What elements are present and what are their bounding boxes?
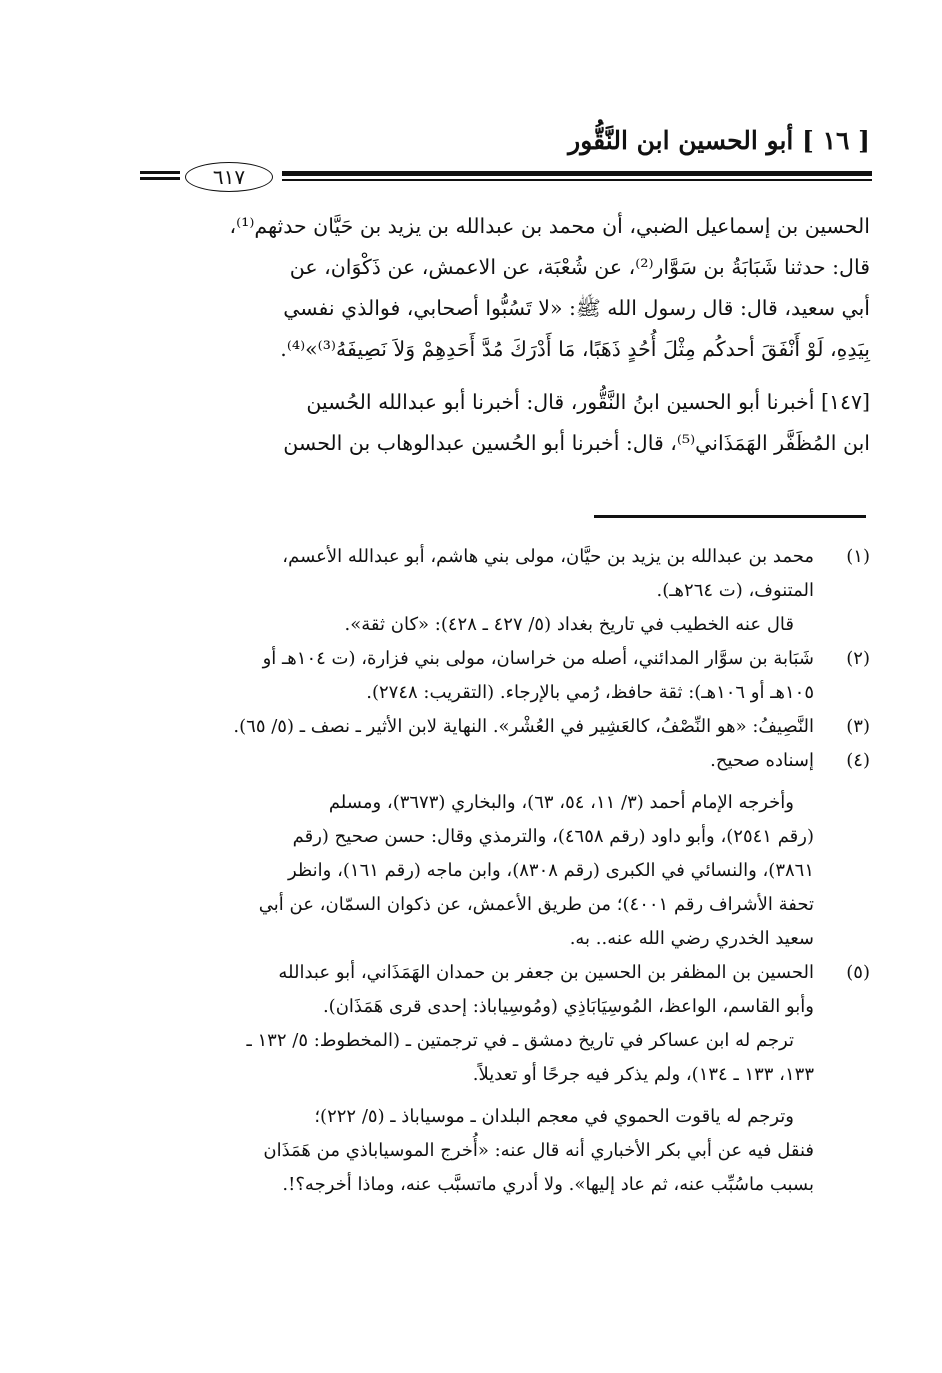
page-number [185,162,273,192]
footnote-line [148,854,870,888]
footnote-number: (٤) [846,750,870,771]
main-line: أبي سعيد، قال: قال رسول الله ﷺ: «لا تَسُبُّوا أصحابي، فوالذي نفسي [283,296,870,320]
footnote-line [148,786,870,820]
footnote-text: النَّصِيفُ: «هو النِّصْفُ، كالعَشِير في العُشْر». النهاية لابن الأثير ـ نصف ـ (٥/ ٦٥). [233,716,814,737]
header-rule-left-ornament [140,171,180,180]
header-rule-line [282,171,872,181]
footnote-text: ١٠٥هـ أو ١٠٦هـ): ثقة حافظ، رُمي بالإرجاء. (التقريب: ٢٧٤٨). [366,682,814,703]
footnote-line [148,922,870,956]
footnote-line [148,888,870,922]
footnote-line [148,574,870,608]
footnote-text: ترجم له ابن عساكر في تاريخ دمشق ـ في ترجمتين ـ (المخطوط: ٥/ ١٣٢ ـ [246,1030,794,1051]
footnote-line [148,1134,870,1168]
footnote-text: الحسين بن المظفر بن الحسين بن جعفر بن حمدان الهَمَذَاني، أبو عبدالله [278,962,814,983]
footnote-line [148,1100,870,1134]
footnote-text: فنقل فيه عن أبي بكر الأخباري أنه قال عنه: «أُخرج الموسياباذي من هَمَذَان [263,1140,814,1161]
footnote-line [148,956,870,990]
footnote-line [148,1058,870,1092]
footnote-divider [594,515,866,518]
footnote-number: (٥) [846,962,870,983]
footnote-text: وأبو القاسم، الواعظ، المُوسِيَابَاذِي (ومُوسِياباذ: إحدى قرى هَمَذَان). [322,996,814,1017]
footnote-text: بسبب ماسُبِّب عنه، ثم عاد إليها». ولا أدري ماتسبَّب عنه، وماذا أخرجه؟!. [282,1174,814,1195]
footnote-number: (٣) [846,716,870,737]
page-number-text: ٦١٧ [212,165,246,189]
main-line: قال: حدثنا شَبَابَةُ بن سَوَّار⁽²⁾، عن شُعْبَة، عن الاعمش، عن ذَكْوَان، عن [289,255,870,279]
footnote-text: المتنوف، (ت ٢٦٤هـ). [656,580,814,601]
main-line: [١٤٧] أخبرنا أبو الحسين ابنُ النَّقُّور، قال: أخبرنا أبو عبدالله الحُسين [306,390,870,414]
footnote-line [148,820,870,854]
footnote-text: ٣٨٦١)، والنسائي في الكبرى (رقم ٨٣٠٨)، وابن ماجه (رقم ١٦١)، وانظر [287,860,814,881]
main-line: ابن المُظَفَّر الهَمَذَاني⁽⁵⁾، قال: أخبرنا أبو الحُسين عبدالوهاب بن الحسن [283,431,870,455]
main-text [148,206,870,464]
footnote-text: وأخرجه الإمام أحمد (٣/ ١١، ٥٤، ٦٣)، والبخاري (٣٦٧٣)، ومسلم [328,792,794,813]
footnote-text: ١٣٣، ١٣٣ ـ ١٣٤)، ولم يذكر فيه جرحًا أو تعديلاً. [472,1064,814,1085]
footnote-line [148,990,870,1024]
footnote-text: قال عنه الخطيب في تاريخ بغداد (٥/ ٤٢٧ ـ ٤٢٨): «كان ثقة». [344,614,794,635]
footnote-line [148,744,870,778]
footnote-line [148,642,870,676]
footnote-text: إسناده صحيح. [710,750,814,771]
footnote-number: (١) [846,546,870,567]
footnote-text: تحفة الأشراف رقم ٤٠٠١)؛ من طريق الأعمش، عن ذكوان السمّان، عن أبي [258,894,814,915]
footnote-line [148,540,870,574]
footnote-number: (٢) [846,648,870,669]
footnote-line [148,1168,870,1202]
main-line: الحسين بن إسماعيل الضبي، أن محمد بن عبدالله بن يزيد بن حَيَّان حدثهم⁽¹⁾، [229,214,870,238]
footnote-line [148,676,870,710]
footnotes [148,540,870,1202]
running-header-title: [ ١٦ ] أبو الحسين ابن النَّقُّور [568,126,870,155]
footnote-text: وترجم له ياقوت الحموي في معجم البلدان ـ موسياباذ ـ (٥/ ٢٢٢)؛ [314,1106,794,1127]
footnote-line [148,1024,870,1058]
main-line: بِيَدِهِ، لَوْ أَنْفَقَ أحدكُم مِثْلَ أُحُدٍ ذَهَبًا، مَا أَدْرَكَ مُدَّ أَحَدِهِمْ وَلاَ نَصِيفَهُ⁽³⁾»⁽⁴⁾. [280,337,870,361]
footnote-text: محمد بن عبدالله بن يزيد بن حيَّان، مولى بني هاشم، أبو عبدالله الأعسم، [282,546,814,567]
footnote-line [148,710,870,744]
footnote-text: سعيد الخدري رضي الله عنه.. به. [569,928,814,949]
footnote-text: (رقم ٢٥٤١)، وأبو داود (رقم ٤٦٥٨)، والترمذي وقال: حسن صحيح (رقم [292,826,814,847]
header-rule [140,162,872,192]
footnote-line [148,608,870,642]
footnote-text: شَبَابة بن سوَّار المدائني، أصله من خراسان، مولى بني فزارة، (ت ١٠٤هـ أو [262,648,814,669]
